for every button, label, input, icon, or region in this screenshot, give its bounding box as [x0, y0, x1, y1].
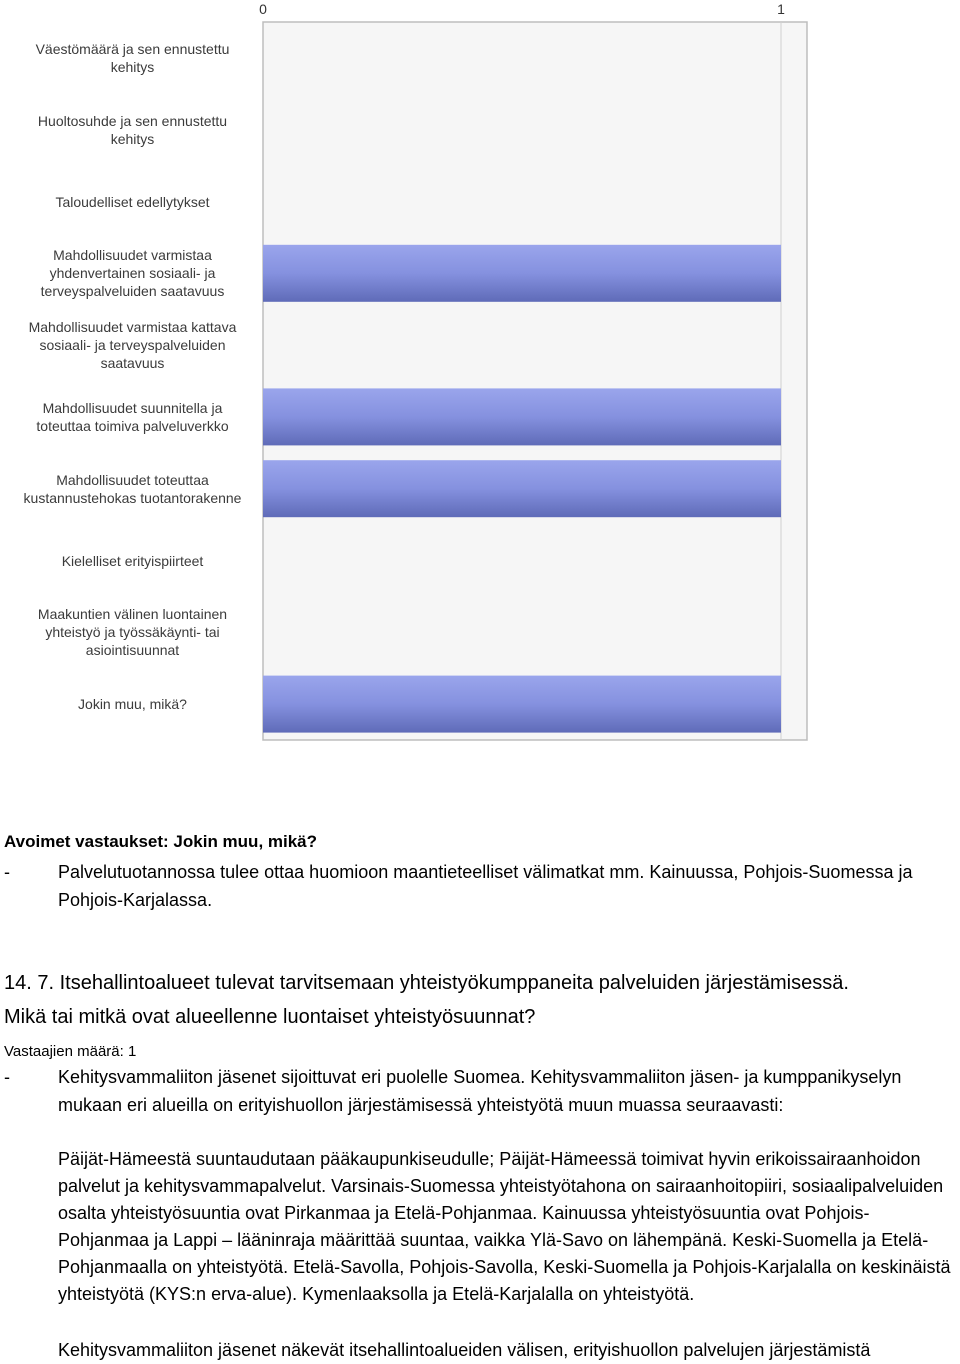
question-line-1: 14. 7. Itsehallintoalueet tulevat tarvitsemaan yhteistyökumppaneita palveluiden järjestämisessä.	[4, 972, 849, 994]
bar-4	[263, 245, 781, 302]
question-line-2: Mikä tai mitkä ovat alueellenne luontaiset yhteistyösuunnat?	[4, 1006, 536, 1028]
plot-area	[263, 22, 807, 740]
answer-intro: Kehitysvammaliiton jäsenet sijoittuvat eri puolelle Suomea. Kehitysvammaliiton jäsen- ja kumppanikyselyn mukaan eri alueilla on erityishuollon järjestämisessä yhteistyötä muun muassa seuraavasti:	[58, 1067, 902, 1115]
category-label-6: Mahdollisuudet suunnitella ja toteuttaa toimiva palveluverkko	[36, 399, 229, 434]
category-label-10: Jokin muu, mikä?	[78, 696, 187, 713]
category-label-1: Väestömäärä ja sen ennustettu kehitys	[35, 40, 230, 75]
x-tick-label-1: 1	[777, 1, 785, 17]
open-answer-item	[4, 858, 954, 914]
category-label-7: Mahdollisuudet toteuttaa kustannustehokas tuotantorakenne	[23, 471, 242, 506]
answer-last-line: Kehitysvammaliiton jäsenet näkevät itsehallintoalueiden välisen, erityishuollon palvelujen järjestämistä	[58, 1340, 871, 1360]
bar-7	[263, 460, 781, 517]
category-label-3: Taloudelliset edellytykset	[55, 193, 210, 210]
category-label-5: Mahdollisuudet varmistaa kattava sosiaali- ja terveyspalveluiden saatavuus	[28, 319, 237, 372]
category-label-9: Maakuntien välinen luontainen yhteistyö ja työssäkäynti- tai asiointisuunnat	[37, 606, 228, 659]
bar-10	[263, 676, 781, 733]
category-label-8: Kielelliset erityispiirteet	[61, 552, 204, 569]
open-answer-text: Palvelutuotannossa tulee ottaa huomioon maantieteelliset välimatkat mm. Kainuussa, Pohjois-Suomessa ja Pohjois-Karjalassa.	[58, 862, 913, 910]
answer-item	[4, 1063, 954, 1119]
x-tick-label-0: 0	[259, 1, 267, 17]
open-answer-dash: -	[4, 862, 10, 882]
open-answers-heading: Avoimet vastaukset: Jokin muu, mikä?	[4, 832, 318, 851]
answer-dash: -	[4, 1067, 10, 1087]
answer-paragraph: Päijät-Hämeestä suuntaudutaan pääkaupunkiseudulle; Päijät-Hämeessä toimivat hyvin erikoissairaanhoidon palvelut ja kehitysvammapalvelut. Varsinais-Suomessa yhteistyötahona on sairaanhoitopiiri, sosiaalipalveluiden osalta yhteistyösuuntia ovat Pirkanmaa ja Etelä-Pohjanmaa. Kainuussa yhteistyösuuntia ovat Pohjois-Pohjanmaa ja Lappi – lääninraja määrittää suuntaa, vaikka Ylä-Savo on lähempänä. Keski-Suomella ja Etelä-Pohjanmaalla on yhteistyötä. Etelä-Savolla, Pohjois-Savolla, Keski-Suomella ja Pohjois-Karjalalla on keskinäistä yhteistyötä (KYS:n erva-alue). Kymenlaaksolla ja Etelä-Karjalalla on yhteistyötä.	[58, 1149, 951, 1304]
respondent-count: Vastaajien määrä: 1	[4, 1043, 137, 1060]
category-label-4: Mahdollisuudet varmistaa yhdenvertainen sosiaali- ja terveyspalveluiden saatavuus	[40, 247, 225, 300]
category-label-2: Huoltosuhde ja sen ennustettu kehitys	[37, 112, 228, 147]
bar-6	[263, 388, 781, 445]
